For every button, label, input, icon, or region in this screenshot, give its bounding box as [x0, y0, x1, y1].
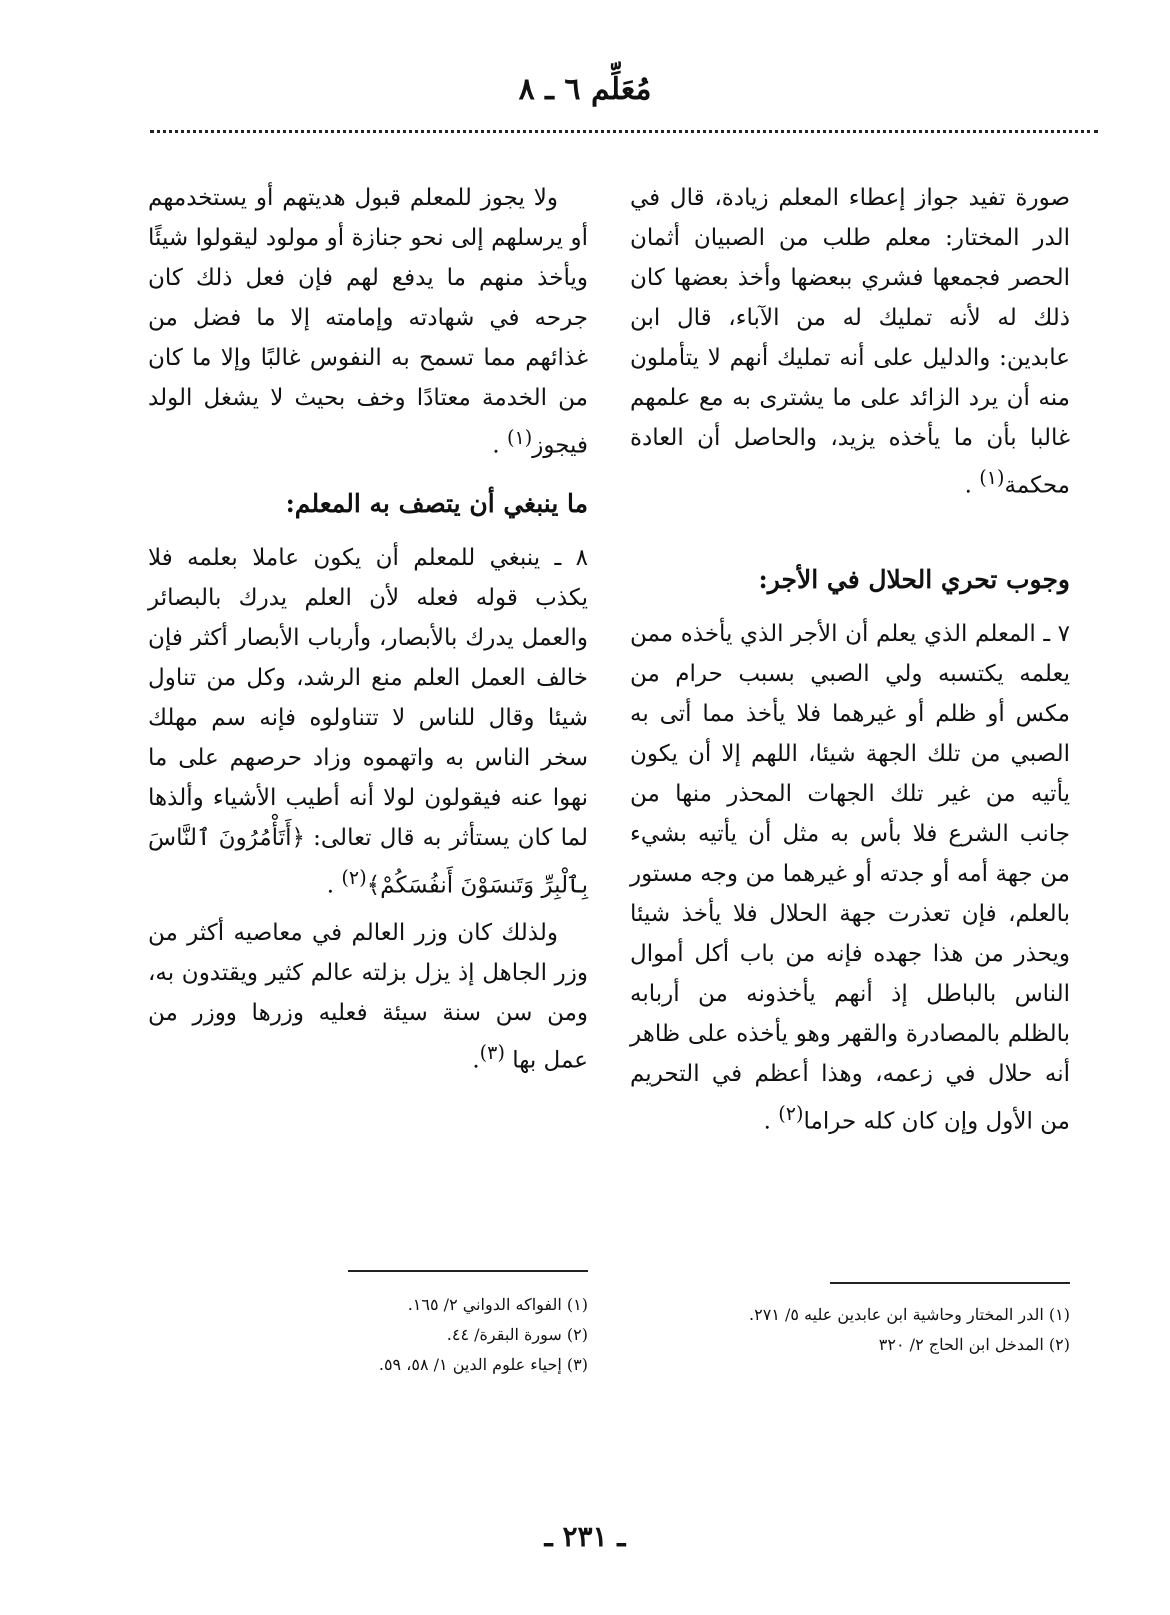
right-footnote-2: (٢) المدخل ابن الحاج ٢/ ٣٢٠ — [878, 1335, 1070, 1354]
right-intro-footnote-ref: (١) — [979, 466, 1005, 489]
right-intro-paragraph: صورة تفيد جواز إعطاء المعلم زيادة، قال في الدر المختار: معلم طلب من الصبيان أثمان الحصر فجمعها فشري ببعضها وأخذ بعضها كان ذلك له لأنه تمليك له من الآباء، قال ابن عابدين: والدليل على أنه تمليك أنهم لا يتأملون منه أن يرد الزائد على ما يشترى به مع علمهم غالبا بأن ما يأخذه يزيد، والحاصل أن العادة محكمة$^{(١)}$ . — [630, 185, 1070, 499]
right-column — [630, 178, 1070, 1141]
right-footnote-1: (١) الدر المختار وحاشية ابن عابدين عليه ٥/ ٢٧١. — [749, 1305, 1070, 1324]
left-column — [148, 178, 588, 1081]
page-header-title: مُعَلِّم ٦ ـ ٨ — [518, 72, 652, 107]
left-section-text: ٨ ـ ينبغي للمعلم أن يكون عاملا بعلمه فلا يكذب قوله فعله لأن العلم يدرك بالبصائر والعمل يدرك بالأبصار، وأرباب الأبصار أكثر فإن خالف العمل العلم منع الرشد، وكل من تناول شيئا وقال للناس لا تتناولوه فإنه سم مهلك سخر الناس به واتهموه وزاد حرصهم على ما نهوا عنه فيقولون لولا أنه أطيب الأشياء وألذها لما كان يستأثر به قال تعالى: — [148, 544, 588, 851]
left-closing-footnote-ref: (٣) — [479, 1041, 505, 1065]
left-opening-footnote-ref: (١) — [506, 426, 533, 449]
left-footnote-rule — [348, 1270, 588, 1272]
left-section-paragraph: ٨ ـ ينبغي للمعلم أن يكون عاملا بعلمه فلا يكذب قوله فعله لأن العلم يدرك بالبصائر والعمل يدرك بالأبصار، وأرباب الأبصار أكثر فإن خالف العمل العلم منع الرشد، وكل من تناول شيئا وقال للناس لا تتناولوه فإنه سم مهلك سخر الناس به واتهموه وزاد حرصهم على ما نهوا عنه فيقولون لولا أنه أطيب الأشياء وألذها لما كان يستأثر به قال تعالى: ﴿أَتَأْمُرُونَ ٱلنَّاسَ بِٱلْبِرِّ وَتَنسَوْنَ أَنفُسَكُمْ﴾$^{(٢)}$ . — [148, 544, 588, 899]
header-dotted-rule — [150, 130, 1098, 133]
left-footnote-2: (٢) سورة البقرة/ ٤٤. — [446, 1325, 588, 1344]
left-footnote-1: (١) الفواكه الدواني ٢/ ١٦٥. — [407, 1295, 588, 1314]
left-closing-paragraph: ولذلك كان وزر العالم في معاصيه أكثر من وزر الجاهل إذ يزل بزلته عالم كثير ويقتدون به، ومن سن سنة سيئة فعليه وزرها ووزر من عمل بها $^{(٣)}$. — [148, 920, 588, 1074]
left-footnotes — [148, 1290, 588, 1380]
right-section-footnote-ref: (٢) — [778, 1101, 804, 1125]
page-number: ـ ٢٣١ ـ — [544, 1520, 626, 1553]
right-footnote-rule — [830, 1282, 1070, 1284]
right-intro-text: صورة تفيد جواز إعطاء المعلم زيادة، قال في الدر المختار: معلم طلب من الصبيان أثمان الحصر فجمعها فشري ببعضها وأخذ بعضها كان ذلك له لأنه تمليك له من الآباء، قال ابن عابدين: والدليل على أنه تمليك أنهم لا يتأملون منه أن يرد الزائد على ما يشترى به مع علمهم غالبا بأن ما يأخذه يزيد، والحاصل أن العادة محكمة — [630, 185, 1070, 499]
right-section-heading: وجوب تحري الحلال في الأجر: — [758, 564, 1070, 594]
right-section-text: ٧ ـ المعلم الذي يعلم أن الأجر الذي يأخذه ممن يعلمه يكتسبه ولي الصبي بسبب حرام من مكس أو ظلم أو غيرهما فلا يأخذ مما أتى به الصبي من تلك الجهة شيئا، اللهم إلا أن يكون يأتيه من غير تلك الجهات المحذر منها من جانب الشرع فلا بأس به مثل أن يأتيه بشيء من جهة أمه أو جدته أو غيرهما من وجه مستور بالعلم، فإن تعذرت جهة الحلال فلا يأخذ شيئا ويحذر من هذا جهده فإنه من باب أكل أموال الناس بالباطل إذ أنهم يأخذونه من أربابه بالظلم بالمصادرة والقهر وهو يأخذه على ظاهر أنه حلال في زعمه، وهذا أعظم في التحريم من الأول وإن كان كله حراما — [630, 620, 1070, 1135]
quran-verse: ﴿أَتَأْمُرُونَ ٱلنَّاسَ بِٱلْبِرِّ وَتَنسَوْنَ أَنفُسَكُمْ﴾ — [148, 824, 588, 899]
left-verse-footnote-ref: (٢) — [341, 865, 367, 889]
right-footnotes — [630, 1300, 1070, 1360]
left-section-heading: ما ينبغي أن يتصف به المعلم: — [285, 488, 588, 518]
right-section-paragraph: ٧ ـ المعلم الذي يعلم أن الأجر الذي يأخذه ممن يعلمه يكتسبه ولي الصبي بسبب حرام من مكس أو ظلم أو غيرهما فلا يأخذ مما أتى به الصبي من تلك الجهة شيئا، اللهم إلا أن يكون يأتيه من غير تلك الجهات المحذر منها من جانب الشرع فلا بأس به مثل أن يأتيه بشيء من جهة أمه أو جدته أو غيرهما من وجه مستور بالعلم، فإن تعذرت جهة الحلال فلا يأخذ شيئا ويحذر من هذا جهده فإنه من باب أكل أموال الناس بالباطل إذ أنهم يأخذونه من أربابه بالظلم بالمصادرة والقهر وهو يأخذه على ظاهر أنه حلال في زعمه، وهذا أعظم في التحريم من الأول وإن كان كله حراما$^{(٢)}$ . — [630, 620, 1070, 1135]
left-opening-paragraph: ولا يجوز للمعلم قبول هديتهم أو يستخدمهم أو يرسلهم إلى نحو جنازة أو مولود ليقولوا شيئًا ويأخذ منهم ما يدفع لهم فإن فعل ذلك كان جرحه في شهادته وإمامته إلا ما فضل من غذائهم مما تسمح به النفوس غالبًا وإلا ما كان من الخدمة معتادًا وخف بحيث لا يشغل الولد فيجوز$^{(١)}$ . — [148, 185, 588, 459]
left-closing-text: ولذلك كان وزر العالم في معاصيه أكثر من وزر الجاهل إذ يزل بزلته عالم كثير ويقتدون به، ومن سن سنة سيئة فعليه وزرها ووزر من عمل بها — [148, 920, 588, 1074]
left-footnote-3: (٣) إحياء علوم الدين ١/ ٥٨، ٥٩. — [378, 1355, 588, 1374]
left-opening-text: ولا يجوز للمعلم قبول هديتهم أو يستخدمهم أو يرسلهم إلى نحو جنازة أو مولود ليقولوا شيئًا ويأخذ منهم ما يدفع لهم فإن فعل ذلك كان جرحه في شهادته وإمامته إلا ما فضل من غذائهم مما تسمح به النفوس غالبًا وإلا ما كان من الخدمة معتادًا وخف بحيث لا يشغل الولد فيجوز — [148, 185, 588, 459]
